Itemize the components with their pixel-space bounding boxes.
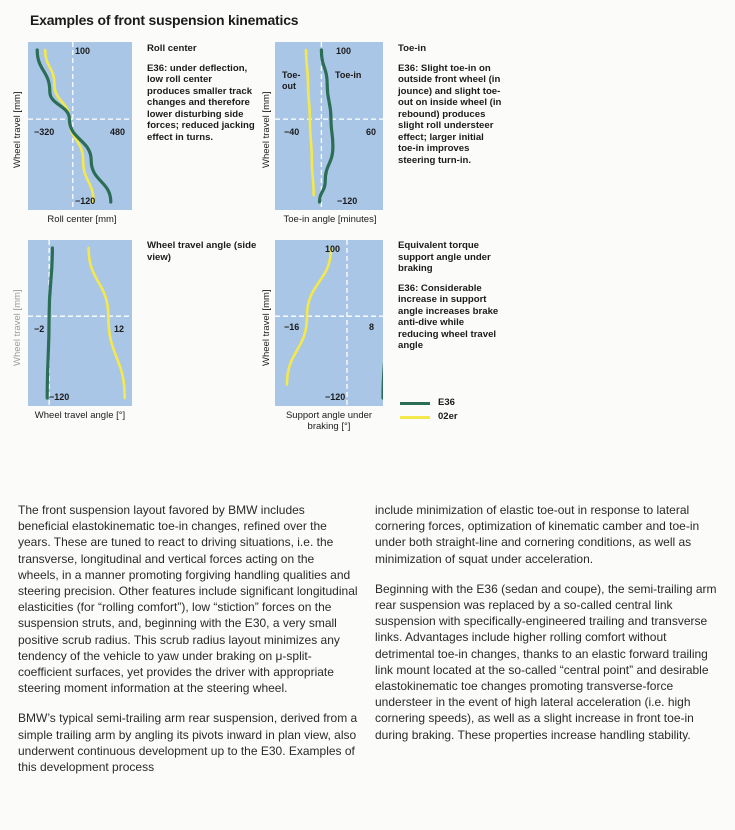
tick-right: 60 — [366, 127, 377, 137]
series-line-e36 — [37, 50, 111, 202]
legend-swatch-02er — [400, 416, 430, 419]
legend-swatch-e36 — [400, 402, 430, 405]
roll-center-ylabel: Wheel travel [mm] — [12, 91, 23, 168]
toe-in-ylabel: Wheel travel [mm] — [261, 91, 272, 168]
toe-out-label: Toe-out — [282, 70, 301, 91]
toe-in-caption — [398, 43, 503, 166]
tick-bottom: −120 — [325, 392, 346, 402]
support-angle-xlabel: Support angle under braking [°] — [285, 410, 373, 432]
series-line-e36 — [47, 248, 52, 398]
series-line-02er — [89, 248, 125, 398]
tick-left: −40 — [284, 127, 300, 137]
tick-left: −16 — [284, 322, 300, 332]
tick-left: −2 — [34, 324, 45, 334]
tick-right: 480 — [110, 127, 126, 137]
caption-head: Equivalent torque support angle under braking — [398, 240, 491, 274]
caption-head: Roll center — [147, 43, 197, 54]
toe-in-label: Toe-in — [335, 70, 362, 80]
tick-bottom: −120 — [75, 196, 96, 206]
caption-body: E36: under deflection, low roll center produces smaller track changes and therefore lower disturbing side forces; reduced jacking effect in turns. — [147, 62, 255, 143]
body-paragraph: include minimization of elastic toe-out in response to lateral cornering forces, optimization of kinematic camber and toe-in under both straight-line and cornering conditions, as well as minimization of squat under acceleration. — [375, 503, 700, 566]
roll-center-plot — [28, 42, 132, 210]
toe-in-plot — [275, 42, 383, 210]
tick-bottom: −120 — [49, 392, 70, 402]
wheel-travel-angle-caption — [147, 240, 259, 271]
support-angle-caption — [398, 240, 506, 352]
tick-right: 8 — [369, 322, 375, 332]
body-column-right — [375, 502, 720, 757]
roll-center-caption — [147, 43, 255, 143]
caption-body: E36: Slight toe-in on outside front wheel (in jounce) and slight toe-out on inside wheel (in rebound) produces slight roll understeer effect; larger initial toe-in improves steering turn-in. — [398, 62, 502, 166]
tick-bottom: −120 — [337, 196, 358, 206]
roll-center-chart — [28, 42, 132, 210]
toe-in-xlabel: Toe-in angle [minutes] — [283, 214, 377, 225]
tick-right: 12 — [114, 324, 125, 334]
tick-top: 100 — [325, 244, 341, 254]
support-angle-chart — [275, 240, 383, 406]
body-paragraph: Beginning with the E36 (sedan and coupe), the semi-trailing arm rear suspension was replaced by a so-called central link suspension with specifically-engineered trailing and transverse links. Advantages include higher rolling comfort without detrimental toe-in changes, thanks to an elastic forward trailing link mount located at the so-called “central point” and desirable elastokinematic toe changes promoting transverse-force understeer in the event of high lateral acceleration (i.e. high cornering speeds), as well as a slight increase in front toe-in during braking. These properties increase handling stability. — [375, 581, 717, 742]
roll-center-xlabel: Roll center [mm] — [47, 214, 117, 225]
body-paragraph: BMW’s typical semi-trailing arm rear suspension, derived from a simple trailing arm by angling its pivots inward in plan view, also underwent continuous development up to the E30. Examples of this development process — [18, 711, 358, 775]
caption-head: Wheel travel angle (side view) — [147, 240, 257, 263]
support-angle-ylabel: Wheel travel [mm] — [261, 289, 272, 366]
tick-left: −320 — [34, 127, 55, 137]
toe-in-chart — [275, 42, 383, 210]
tick-top: 100 — [336, 46, 352, 56]
caption-head: Toe-in — [398, 43, 427, 54]
wheel-travel-angle-ylabel: Wheel travel [mm] — [12, 289, 23, 366]
body-paragraph: The front suspension layout favored by BMW includes beneficial elastokinematic toe-in changes, refined over the years. These are tuned to react to driving situations, i.e. the transverse, longitudinal and vertical forces acting on the wheels, in a manner promoting forgiving handling qualities and steering precision. Other features include significant longitudinal elasticities (for “rolling comfort”), low “stiction” forces on the suspension struts, and, beginning with the E30, a very small positive scrub radius. This scrub radius layout minimizes any tendency of the vehicle to yaw under braking on μ-split-coefficient surfaces, yet provides the driver with appropriate steering moment information at the steering wheel. — [18, 503, 358, 696]
wheel-travel-angle-xlabel: Wheel travel angle [°] — [34, 410, 126, 421]
legend-label-e36: E36 — [438, 397, 455, 408]
tick-top: 100 — [75, 46, 91, 56]
legend-label-02er: 02er — [438, 411, 458, 422]
wheel-travel-angle-plot — [28, 240, 132, 406]
page-title: Examples of front suspension kinematics — [30, 12, 299, 28]
body-column-left — [18, 502, 358, 789]
caption-body: E36: Considerable increase in support angle increases brake anti-dive while reducing wheel travel angle — [398, 282, 499, 351]
wheel-travel-angle-chart — [28, 240, 132, 406]
